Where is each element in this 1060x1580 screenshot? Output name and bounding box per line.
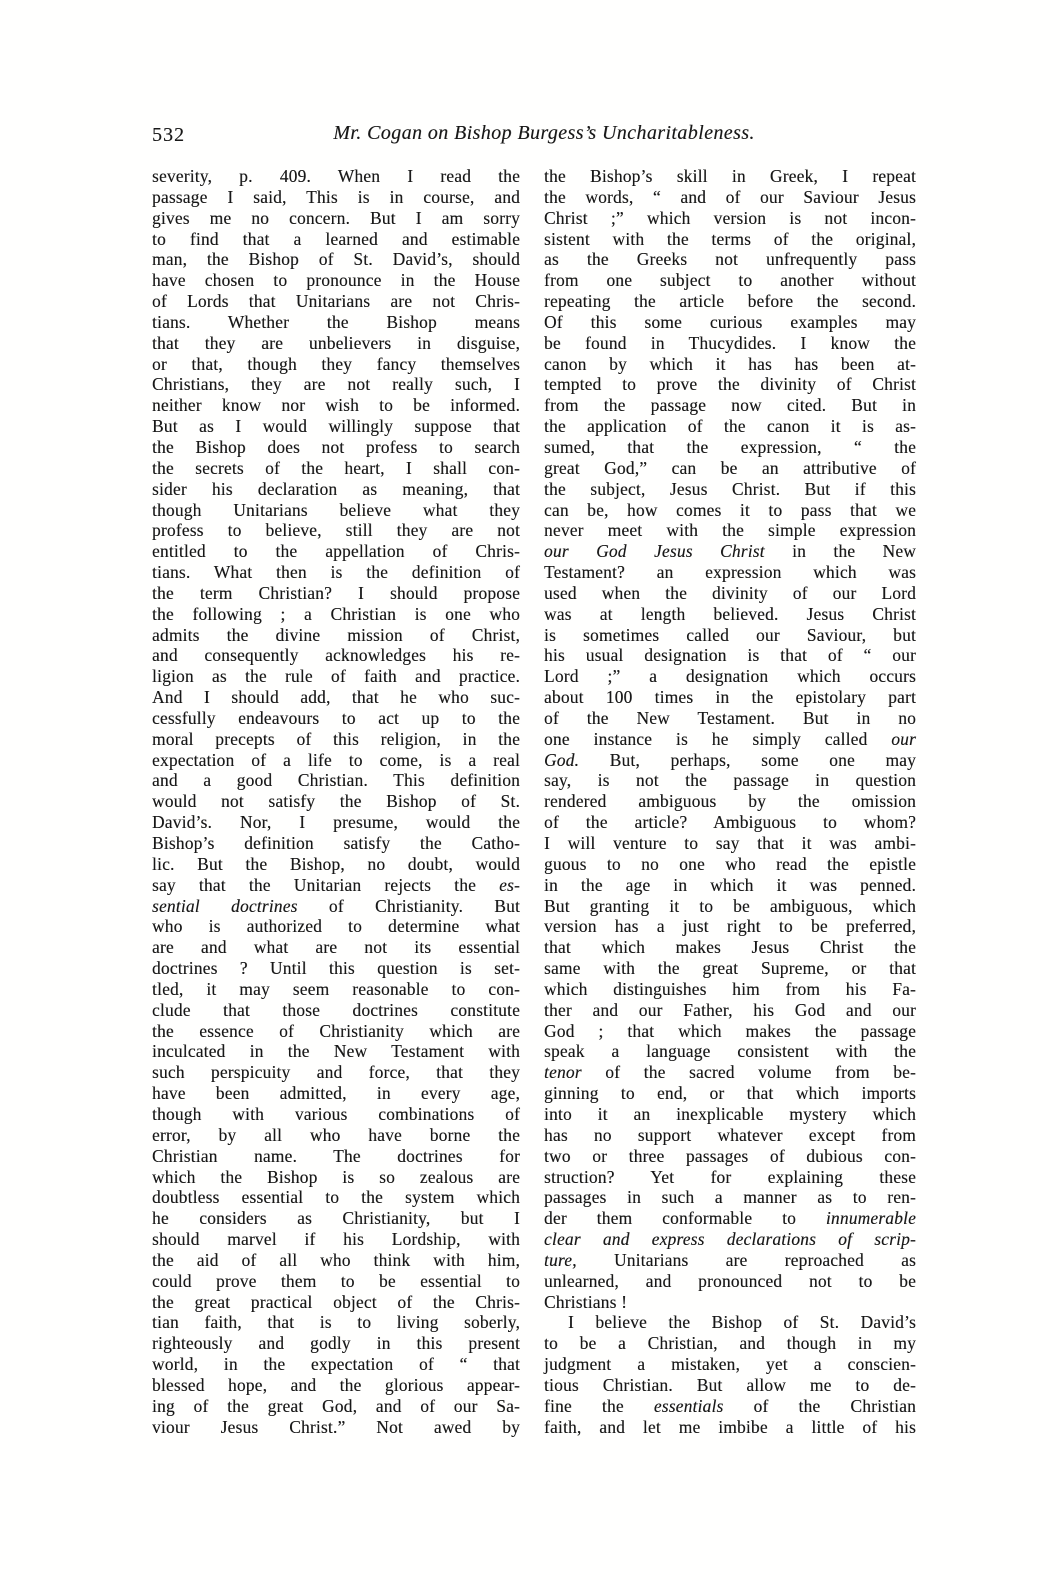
text-line: guous to no one who read the epistle bbox=[544, 853, 916, 874]
text-line: entitled to the appellation of Chris- bbox=[152, 541, 520, 562]
text-line: sider his declaration as meaning, that bbox=[152, 478, 520, 499]
text-line: sistent with the terms of the original, bbox=[544, 228, 916, 249]
text-line: who is authorized to determine what bbox=[152, 916, 520, 937]
text-line: has no support whatever except from bbox=[544, 1124, 916, 1145]
text-line: tled, it may seem reasonable to con- bbox=[152, 978, 520, 999]
text-line: passage I said, This is in course, and bbox=[152, 186, 520, 207]
text-line: say, is not the passage in question bbox=[544, 770, 916, 791]
text-line: God. But, perhaps, some one may bbox=[544, 749, 916, 770]
text-line: the term Christian? I should propose bbox=[152, 582, 520, 603]
text-line: of the New Testament. But in no bbox=[544, 707, 916, 728]
text-line: error, by all who have borne the bbox=[152, 1124, 520, 1145]
text-line: righteously and godly in this present bbox=[152, 1333, 520, 1354]
text-line: moral precepts of this religion, in the bbox=[152, 728, 520, 749]
text-line: Christ ;” which version is not incon- bbox=[544, 207, 916, 228]
text-line: though with various combinations of bbox=[152, 1103, 520, 1124]
text-line: ginning to end, or that which imports bbox=[544, 1083, 916, 1104]
text-line: the essence of Christianity which are bbox=[152, 1020, 520, 1041]
text-line: judgment a mistaken, yet a conscien- bbox=[544, 1354, 916, 1375]
text-line: could prove them to be essential to bbox=[152, 1270, 520, 1291]
text-line: such perspicuity and force, that they bbox=[152, 1062, 520, 1083]
text-line: struction? Yet for explaining these bbox=[544, 1166, 916, 1187]
text-line: from one subject to another without bbox=[544, 270, 916, 291]
text-line: about 100 times in the epistolary part bbox=[544, 687, 916, 708]
text-line: can be, how comes it to pass that we bbox=[544, 499, 916, 520]
text-line: But granting it to be ambiguous, which bbox=[544, 895, 916, 916]
text-line: man, the Bishop of St. David’s, should bbox=[152, 249, 520, 270]
text-line: Christians ! bbox=[544, 1291, 628, 1312]
text-line: version has a just right to be preferred, bbox=[544, 916, 916, 937]
text-line: tious Christian. But allow me to de- bbox=[544, 1374, 916, 1395]
text-line: the secrets of the heart, I shall con- bbox=[152, 457, 520, 478]
text-line: expectation of a life to come, is a real bbox=[152, 749, 520, 770]
text-line: Lord ;” a designation which occurs bbox=[544, 666, 916, 687]
text-line: two or three passages of dubious con- bbox=[544, 1145, 916, 1166]
text-line: the application of the canon it is as- bbox=[544, 416, 916, 437]
text-line: have been admitted, in every age, bbox=[152, 1083, 520, 1104]
text-line: great God,” can be an attributive of bbox=[544, 457, 916, 478]
text-line: severity, p. 409. When I read the bbox=[152, 166, 520, 186]
text-line: his usual designation is that of “ our bbox=[544, 645, 916, 666]
text-line: blessed hope, and the glorious appear- bbox=[152, 1374, 520, 1395]
text-line: tian faith, that is to living soberly, bbox=[152, 1312, 520, 1333]
text-line: the subject, Jesus Christ. But if this bbox=[544, 478, 916, 499]
text-line: Bishop’s definition satisfy the Catho- bbox=[152, 833, 520, 853]
text-line: of Lords that Unitarians are not Chris- bbox=[152, 291, 520, 312]
text-line: the great practical object of the Chris- bbox=[152, 1291, 520, 1312]
text-line: never meet with the simple expression bbox=[544, 520, 916, 541]
text-line: was at length believed. Jesus Christ bbox=[544, 603, 916, 624]
text-line: world, in the expectation of “ that bbox=[152, 1354, 520, 1375]
text-line: canon by which it has has been at- bbox=[544, 353, 916, 374]
text-line: Testament? an expression which was bbox=[544, 562, 916, 583]
text-line: in the age in which it was penned. bbox=[544, 874, 916, 895]
text-line: tempted to prove the divinity of Christ bbox=[544, 374, 916, 395]
text-line: should marvel if his Lordship, with bbox=[152, 1229, 520, 1250]
text-line: Christians, they are not really such, I bbox=[152, 374, 520, 395]
text-line: same with the great Supreme, or that bbox=[544, 958, 916, 979]
text-line: sential doctrines of Christianity. But bbox=[152, 895, 521, 916]
text-line: repeating the article before the second. bbox=[544, 291, 916, 312]
text-line: passages in such a manner as to ren- bbox=[544, 1187, 916, 1208]
text-line: he considers as Christianity, but I bbox=[152, 1208, 520, 1229]
text-line: Christian name. The doctrines for bbox=[152, 1145, 520, 1166]
text-line: the aid of all who think with him, bbox=[152, 1249, 520, 1270]
text-line: lic. But the Bishop, no doubt, would bbox=[152, 853, 520, 874]
text-line: tians. What then is the definition of bbox=[152, 562, 520, 583]
text-line: have chosen to pronounce in the House bbox=[152, 270, 520, 291]
text-line: is sometimes called our Saviour, but bbox=[544, 624, 916, 645]
text-line: and consequently acknowledges his re- bbox=[152, 645, 520, 666]
text-line: I will venture to say that it was ambi- bbox=[544, 833, 916, 853]
text-line: that which makes Jesus Christ the bbox=[544, 937, 916, 958]
text-line: doctrines ? Until this question is set- bbox=[152, 958, 520, 979]
text-line: And I should add, that he who suc- bbox=[152, 687, 520, 708]
text-line: God ; that which makes the passage bbox=[544, 1020, 916, 1041]
text-line: are and what are not its essential bbox=[152, 937, 520, 958]
text-line: der them conformable to innumerable bbox=[544, 1208, 916, 1229]
text-line: into it an inexplicable mystery which bbox=[544, 1103, 916, 1124]
right-column bbox=[544, 166, 916, 1437]
text-line: ing of the great God, and of our Sa- bbox=[152, 1395, 520, 1416]
text-line: to find that a learned and estimable bbox=[152, 228, 520, 249]
text-line: inculcated in the New Testament with bbox=[152, 1041, 520, 1062]
text-line: to be a Christian, and though in my bbox=[544, 1333, 916, 1354]
text-line: used when the divinity of our Lord bbox=[544, 582, 916, 603]
left-column bbox=[152, 166, 520, 1437]
text-line: admits the divine mission of Christ, bbox=[152, 624, 520, 645]
text-columns bbox=[152, 166, 916, 1437]
text-line: or that, though they fancy themselves bbox=[152, 353, 520, 374]
text-line: viour Jesus Christ.” Not awed by bbox=[152, 1416, 520, 1437]
text-line: tenor of the sacred volume from be- bbox=[544, 1062, 916, 1083]
text-line: the Bishop’s skill in Greek, I repeat bbox=[544, 166, 916, 186]
text-line: Of this some curious examples may bbox=[544, 311, 916, 332]
text-line: though Unitarians believe what they bbox=[152, 499, 520, 520]
text-line: faith, and let me imbibe a little of his bbox=[544, 1416, 916, 1437]
text-line: David’s. Nor, I presume, would the bbox=[152, 812, 520, 833]
text-line: ture, Unitarians are reproached as bbox=[544, 1249, 916, 1270]
text-line: unlearned, and pronounced not to be bbox=[544, 1270, 916, 1291]
text-line: tians. Whether the Bishop means bbox=[152, 311, 520, 332]
text-line: But as I would willingly suppose that bbox=[152, 416, 520, 437]
text-line: the Bishop does not profess to search bbox=[152, 436, 520, 457]
text-line: speak a language consistent with the bbox=[544, 1041, 916, 1062]
text-line: from the passage now cited. But in bbox=[544, 395, 916, 416]
text-line: be found in Thucydides. I know the bbox=[544, 332, 916, 353]
text-line: which the Bishop is so zealous are bbox=[152, 1166, 520, 1187]
text-line: and a good Christian. This definition bbox=[152, 770, 520, 791]
text-line: our God Jesus Christ in the New bbox=[544, 541, 916, 562]
text-line: cessfully endeavours to act up to the bbox=[152, 707, 520, 728]
text-line: sumed, that the expression, “ the bbox=[544, 436, 916, 457]
text-line: as the Greeks not unfrequently pass bbox=[544, 249, 916, 270]
text-line: gives me no concern. But I am sorry bbox=[152, 207, 520, 228]
text-line: ther and our Father, his God and our bbox=[544, 999, 916, 1020]
text-line: the words, “ and of our Saviour Jesus bbox=[544, 186, 916, 207]
text-line: doubtless essential to the system which bbox=[152, 1187, 520, 1208]
page-number: 532 bbox=[152, 124, 185, 146]
text-line: one instance is he simply called our bbox=[544, 728, 916, 749]
text-line: I believe the Bishop of St. David’s bbox=[568, 1312, 916, 1333]
page-header bbox=[152, 122, 916, 156]
text-line: the following ; a Christian is one who bbox=[152, 603, 520, 624]
text-line: which distinguishes him from his Fa- bbox=[544, 978, 916, 999]
text-line: that they are unbelievers in disguise, bbox=[152, 332, 520, 353]
text-line: ligion as the rule of faith and practice. bbox=[152, 666, 520, 687]
text-line: fine the essentials of the Christian bbox=[544, 1395, 916, 1416]
text-line: would not satisfy the Bishop of St. bbox=[152, 791, 520, 812]
text-line: clear and express declarations of scrip- bbox=[544, 1229, 916, 1250]
text-line: rendered ambiguous by the omission bbox=[544, 791, 916, 812]
text-line: of the article? Ambiguous to whom? bbox=[544, 812, 916, 833]
running-title: Mr. Cogan on Bishop Burgess’s Uncharitableness. bbox=[333, 122, 755, 144]
text-line: say that the Unitarian rejects the es- bbox=[152, 874, 520, 895]
text-line: neither know nor wish to be informed. bbox=[152, 395, 520, 416]
text-line: profess to believe, still they are not bbox=[152, 520, 520, 541]
text-line: clude that those doctrines constitute bbox=[152, 999, 520, 1020]
